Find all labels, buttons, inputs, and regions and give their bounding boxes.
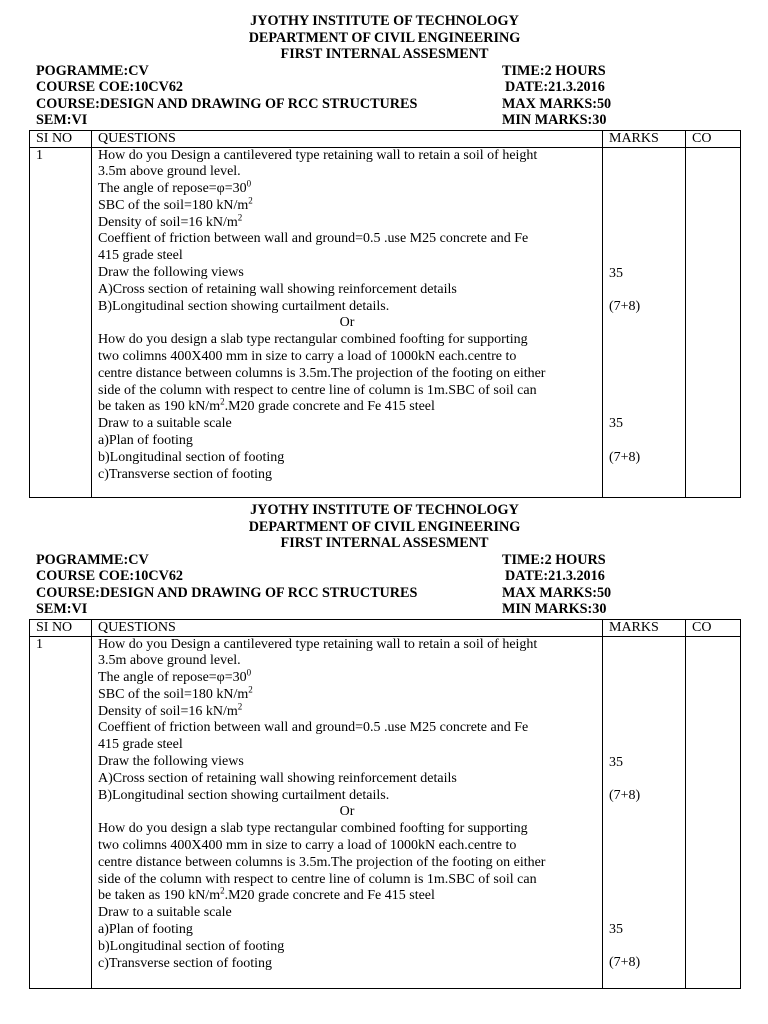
- institute-name: JYOTHY INSTITUTE OF TECHNOLOGY: [250, 502, 519, 518]
- superscript: 2: [220, 885, 225, 896]
- superscript: 0: [246, 667, 252, 678]
- course-code: COURSE COE:10CV62: [36, 79, 184, 96]
- superscript: 2: [248, 195, 253, 206]
- question-text: Density of soil=16 kN/m: [98, 703, 238, 719]
- header-marks: MARKS: [603, 619, 686, 636]
- question-line: 415 grade steel: [98, 737, 183, 753]
- course-code: COURSE COE:10CV62: [36, 568, 184, 585]
- marks-cell: [603, 147, 686, 497]
- questions-table: [29, 130, 741, 498]
- question-line: B)Longitudinal section showing curtailment details.: [98, 787, 390, 803]
- question-line: [98, 212, 596, 232]
- question-line: b)Longitudinal section of footing: [98, 449, 285, 465]
- si-no-cell: 1: [30, 636, 92, 988]
- marks-cell: [603, 636, 686, 988]
- or-separator: Or: [339, 804, 355, 820]
- si-no-cell: 1: [30, 147, 92, 497]
- marks-value: 35: [609, 415, 623, 431]
- question-line: How do you design a slab type rectangular combined foofting for supporting: [98, 332, 528, 348]
- superscript: 2: [237, 212, 243, 223]
- exam-title: FIRST INTERNAL ASSESMENT: [280, 535, 489, 551]
- question-text: The angle of repose=φ=30: [98, 670, 247, 686]
- question-paper-1: [29, 13, 740, 498]
- question-line: 3.5m above ground level.: [98, 164, 241, 180]
- question-line: How do you Design a cantilevered type retaining wall to retain a soil of height: [98, 636, 538, 652]
- question-text: Density of soil=16 kN/m: [98, 214, 238, 230]
- exam-meta: [29, 552, 740, 619]
- question-line: How do you Design a cantilevered type retaining wall to retain a soil of height: [98, 147, 538, 163]
- department-name: DEPARTMENT OF CIVIL ENGINEERING: [248, 518, 521, 535]
- questions-table: [29, 619, 741, 989]
- question-line: a)Plan of footing: [98, 922, 193, 938]
- header-questions: QUESTIONS: [92, 130, 603, 147]
- question-line: Coeffient of friction between wall and ground=0.5 .use M25 concrete and Fe: [98, 720, 529, 736]
- max-marks: MAX MARKS:50: [502, 95, 612, 112]
- programme: POGRAMME:CV: [36, 62, 149, 79]
- question-line: c)Transverse section of footing: [98, 466, 273, 482]
- question-text: .M20 grade concrete and Fe 415 steel: [224, 888, 435, 904]
- table-row: [30, 147, 741, 497]
- marks-value: 35: [609, 265, 623, 281]
- question-text: be taken as 190 kN/m: [98, 888, 221, 904]
- co-cell: [686, 636, 741, 988]
- question-line: a)Plan of footing: [98, 433, 193, 449]
- question-line: 415 grade steel: [98, 248, 183, 264]
- marks-value: (7+8): [609, 954, 641, 970]
- marks-value: (7+8): [609, 449, 641, 465]
- question-text: SBC of the soil=180 kN/m: [98, 197, 249, 213]
- question-line: [98, 195, 596, 215]
- question-line: Coeffient of friction between wall and ground=0.5 .use M25 concrete and Fe: [98, 231, 529, 247]
- programme: POGRAMME:CV: [36, 551, 149, 568]
- question-text: The angle of repose=φ=30: [98, 181, 247, 197]
- exam-title: FIRST INTERNAL ASSESMENT: [280, 46, 489, 62]
- course-name: COURSE:DESIGN AND DRAWING OF RCC STRUCTURES: [36, 584, 418, 601]
- time: TIME:2 HOURS: [502, 62, 606, 79]
- question-line: How do you design a slab type rectangular combined foofting for supporting: [98, 821, 528, 837]
- superscript: 2: [237, 701, 243, 712]
- marks-value: (7+8): [609, 787, 641, 803]
- marks-value: 35: [609, 754, 623, 770]
- marks-value: (7+8): [609, 298, 641, 314]
- min-marks: MIN MARKS:30: [502, 112, 607, 129]
- question-paper-2: [29, 502, 740, 989]
- question-line: two colimns 400X400 mm in size to carry a load of 1000kN each.centre to: [98, 349, 517, 365]
- header-marks: MARKS: [603, 130, 686, 147]
- question-line: centre distance between columns is 3.5m.The projection of the footing on either: [98, 365, 546, 381]
- question-line: A)Cross section of retaining wall showing reinforcement details: [98, 281, 457, 297]
- question-line: [98, 684, 596, 704]
- question-line: Draw to a suitable scale: [98, 416, 232, 432]
- co-cell: [686, 147, 741, 497]
- question-line: [98, 396, 596, 416]
- header-co: CO: [686, 130, 741, 147]
- superscript: 0: [246, 178, 252, 189]
- question-line: [98, 885, 596, 905]
- question-line: [98, 667, 596, 687]
- marks-value: 35: [609, 921, 623, 937]
- semester: SEM:VI: [36, 112, 88, 129]
- header-questions: QUESTIONS: [92, 619, 603, 636]
- institute-name: JYOTHY INSTITUTE OF TECHNOLOGY: [250, 13, 519, 29]
- min-marks: MIN MARKS:30: [502, 601, 607, 618]
- header-co: CO: [686, 619, 741, 636]
- header-si-no: SI NO: [30, 130, 92, 147]
- question-line: B)Longitudinal section showing curtailment details.: [98, 298, 390, 314]
- question-line: 3.5m above ground level.: [98, 653, 241, 669]
- course-name: COURSE:DESIGN AND DRAWING OF RCC STRUCTURES: [36, 95, 418, 112]
- superscript: 2: [248, 684, 253, 695]
- question-line: side of the column with respect to centre line of column is 1m.SBC of soil can: [98, 382, 537, 398]
- superscript: 2: [220, 396, 225, 407]
- or-separator: Or: [339, 315, 355, 331]
- question-line: two colimns 400X400 mm in size to carry a load of 1000kN each.centre to: [98, 838, 517, 854]
- question-line: Draw the following views: [98, 265, 244, 281]
- question-line: c)Transverse section of footing: [98, 955, 273, 971]
- question-cell: [92, 147, 603, 497]
- table-header-row: [30, 130, 741, 147]
- semester: SEM:VI: [36, 601, 88, 618]
- question-line: [98, 701, 596, 721]
- question-line: centre distance between columns is 3.5m.The projection of the footing on either: [98, 854, 546, 870]
- max-marks: MAX MARKS:50: [502, 584, 612, 601]
- question-line: Draw to a suitable scale: [98, 905, 232, 921]
- question-line: b)Longitudinal section of footing: [98, 938, 285, 954]
- date: DATE:21.3.2016: [505, 79, 605, 96]
- question-cell: [92, 636, 603, 988]
- table-header-row: [30, 619, 741, 636]
- question-text: SBC of the soil=180 kN/m: [98, 686, 249, 702]
- question-text: be taken as 190 kN/m: [98, 399, 221, 415]
- exam-meta: [29, 63, 740, 130]
- question-line: side of the column with respect to centre line of column is 1m.SBC of soil can: [98, 871, 537, 887]
- date: DATE:21.3.2016: [505, 568, 605, 585]
- question-line: A)Cross section of retaining wall showing reinforcement details: [98, 770, 457, 786]
- question-line: Draw the following views: [98, 754, 244, 770]
- time: TIME:2 HOURS: [502, 551, 606, 568]
- table-row: [30, 636, 741, 988]
- department-name: DEPARTMENT OF CIVIL ENGINEERING: [248, 29, 521, 46]
- question-line: [98, 178, 596, 198]
- question-text: .M20 grade concrete and Fe 415 steel: [224, 399, 435, 415]
- header-si-no: SI NO: [30, 619, 92, 636]
